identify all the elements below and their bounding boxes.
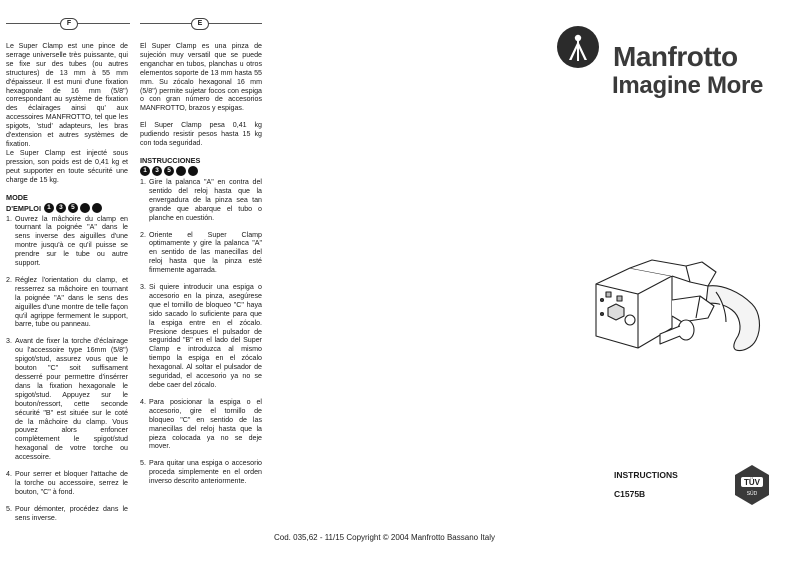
french-intro-2: Le Super Clamp est injecté sous pression, son poids est de 0,41 kg et peut supporter en toute sécurité une charge de 15 kg. [6, 148, 128, 184]
lang-tab-spanish [140, 18, 262, 28]
brand-tagline: Imagine More [612, 72, 764, 99]
step-badge-blank [80, 203, 90, 213]
spanish-step-badges [140, 166, 262, 176]
brand-name: Manfrotto [613, 41, 738, 72]
step-badge-1: 1 [44, 203, 54, 213]
spanish-column [140, 42, 262, 494]
step-badge-5: 5 [164, 166, 174, 176]
svg-text:TÜV: TÜV [744, 478, 760, 487]
instructions-label: INSTRUCTIONS [614, 470, 678, 480]
step-badge-1: 1 [140, 166, 150, 176]
spanish-step: 4. Para posicionar la espiga o el accesorio, gire el tornillo de bloqueo "C" en sentido de las manecillas del reloj hasta que la pieza colocada ya no se deje mover. [140, 397, 262, 451]
spanish-intro-2: El Super Clamp pesa 0,41 kg pudiendo resistir pesos hasta 15 kg con toda seguridad. [140, 121, 262, 148]
french-step: 4. Pour serrer et bloquer l'attache de la torche ou accessoire, serrez le bouton, "C" à fond. [6, 470, 128, 496]
super-clamp-illustration [590, 256, 780, 366]
step-badge-5: 5 [68, 203, 78, 213]
french-step: 2. Réglez l'orientation du clamp, et resserrez sa mâchoire en tournant la poignée "A" dans le sens des aiguilles d'une montre de telle façon qu'il agrippe fermement le support, barre, tube ou panneau. [6, 275, 128, 329]
step-badge-3: 3 [56, 203, 66, 213]
footer-copyright: Cod. 035,62 - 11/15 Copyright © 2004 Manfrotto Bassano Italy [274, 533, 495, 542]
lang-badge-f: F [60, 18, 78, 30]
french-step: 5. Pour démonter, procédez dans le sens inverse. [6, 504, 128, 522]
spanish-intro-1: El Super Clamp es una pinza de sujeción muy versatil que se puede enganchar en tubos, planchas u otros elementos soporte de 13 mm hasta 55 mm. Su zócalo hexagonal 16 mm (5/8") permite sujetar focos con espiga o con gran número de accesorios MANFROTTO, brazos y espigas. [140, 42, 262, 113]
lang-badge-e: E [191, 18, 209, 30]
step-badge-blank [176, 166, 186, 176]
spanish-step: 1. Gire la palanca "A" en contra del sentido del reloj hasta que la envergadura de la pinza sea tan grande que abarque el tubo o planche en cuestión. [140, 177, 262, 222]
french-heading-emploi: D'EMPLOI [6, 203, 41, 213]
step-badge-blank [92, 203, 102, 213]
spanish-step: 3. Si quiere introducir una espiga o accesorio en la pinza, asegúrese que el tornillo de bloqueo "C" haya sido sacado lo suficiente para que la espiga entre en el zócalo. Presione despues el pulsador de seguridad "B" en el lado del Super Clamp e introduzca al mismo tiempo la espiga en el zócalo hexagonal. Al soltar el pulsador de seguridad, el accesorio ya no se debe caer del zócalo. [140, 283, 262, 389]
french-heading-mode: MODE [6, 192, 28, 202]
product-code: C1575B [614, 489, 646, 499]
french-step: 3. Avant de fixer la torche d'éclairage ou l'accessoire type 16mm (5/8") spigot/stud, assurez vous que le bouton "C" soit suffisament desserré pour permettre d'insérrer dans la fixation hexagonale le spigot/stud. Appuyez sur le bouton/ressort, cette seconde sécurité "B" est située sur le coté de la mâchoire du clamp. Vous pouvez alors enfoncer complètement le spigot/stud hexagonal de votre torche ou accessoire. [6, 337, 128, 462]
french-steps [6, 215, 128, 523]
step-badge-3: 3 [152, 166, 162, 176]
manfrotto-logo-icon [556, 25, 600, 69]
step-badge-blank [188, 166, 198, 176]
spanish-steps [140, 178, 262, 486]
french-step-badges [44, 203, 102, 213]
french-step: 1. Ouvrez la mâchoire du clamp en tournant la poignée "A" dans le sens inverse des aiguilles d'une montre jusqu'à ce qu'il puisse se prendre sur le tube ou autre support. [6, 214, 128, 268]
french-column [6, 42, 128, 531]
lang-tab-french [6, 18, 130, 28]
svg-text:SÜD: SÜD [746, 491, 758, 497]
french-intro-1: Le Super Clamp est une pince de serrage universelle très puissante, qui se fixe sur des tubes (ou autres structures) de 13 mm à 55 mm d'épaisseur. Il est muni d'une fixation hexagonale de 16 mm (5/8") correspondant au système de fixation des éclairages ainsi qu' aux accessoires MANFROTTO, tel que les spigots, 'stud' adapteurs, les bras d'extension et autres systèmes de fixation. [6, 42, 128, 148]
spanish-heading: INSTRUCCIONES [140, 155, 201, 165]
tuv-certification-icon [731, 464, 773, 506]
spanish-step: 5. Para quitar una espiga o accesorio proceda simplemente en el orden inverso descrito anteriormente. [140, 459, 262, 486]
spanish-step: 2. Oriente el Super Clamp optimamente y gire la palanca "A" en sentido de las manecillas del reloj hasta que la pinza esté firmemente agarrada. [140, 230, 262, 275]
